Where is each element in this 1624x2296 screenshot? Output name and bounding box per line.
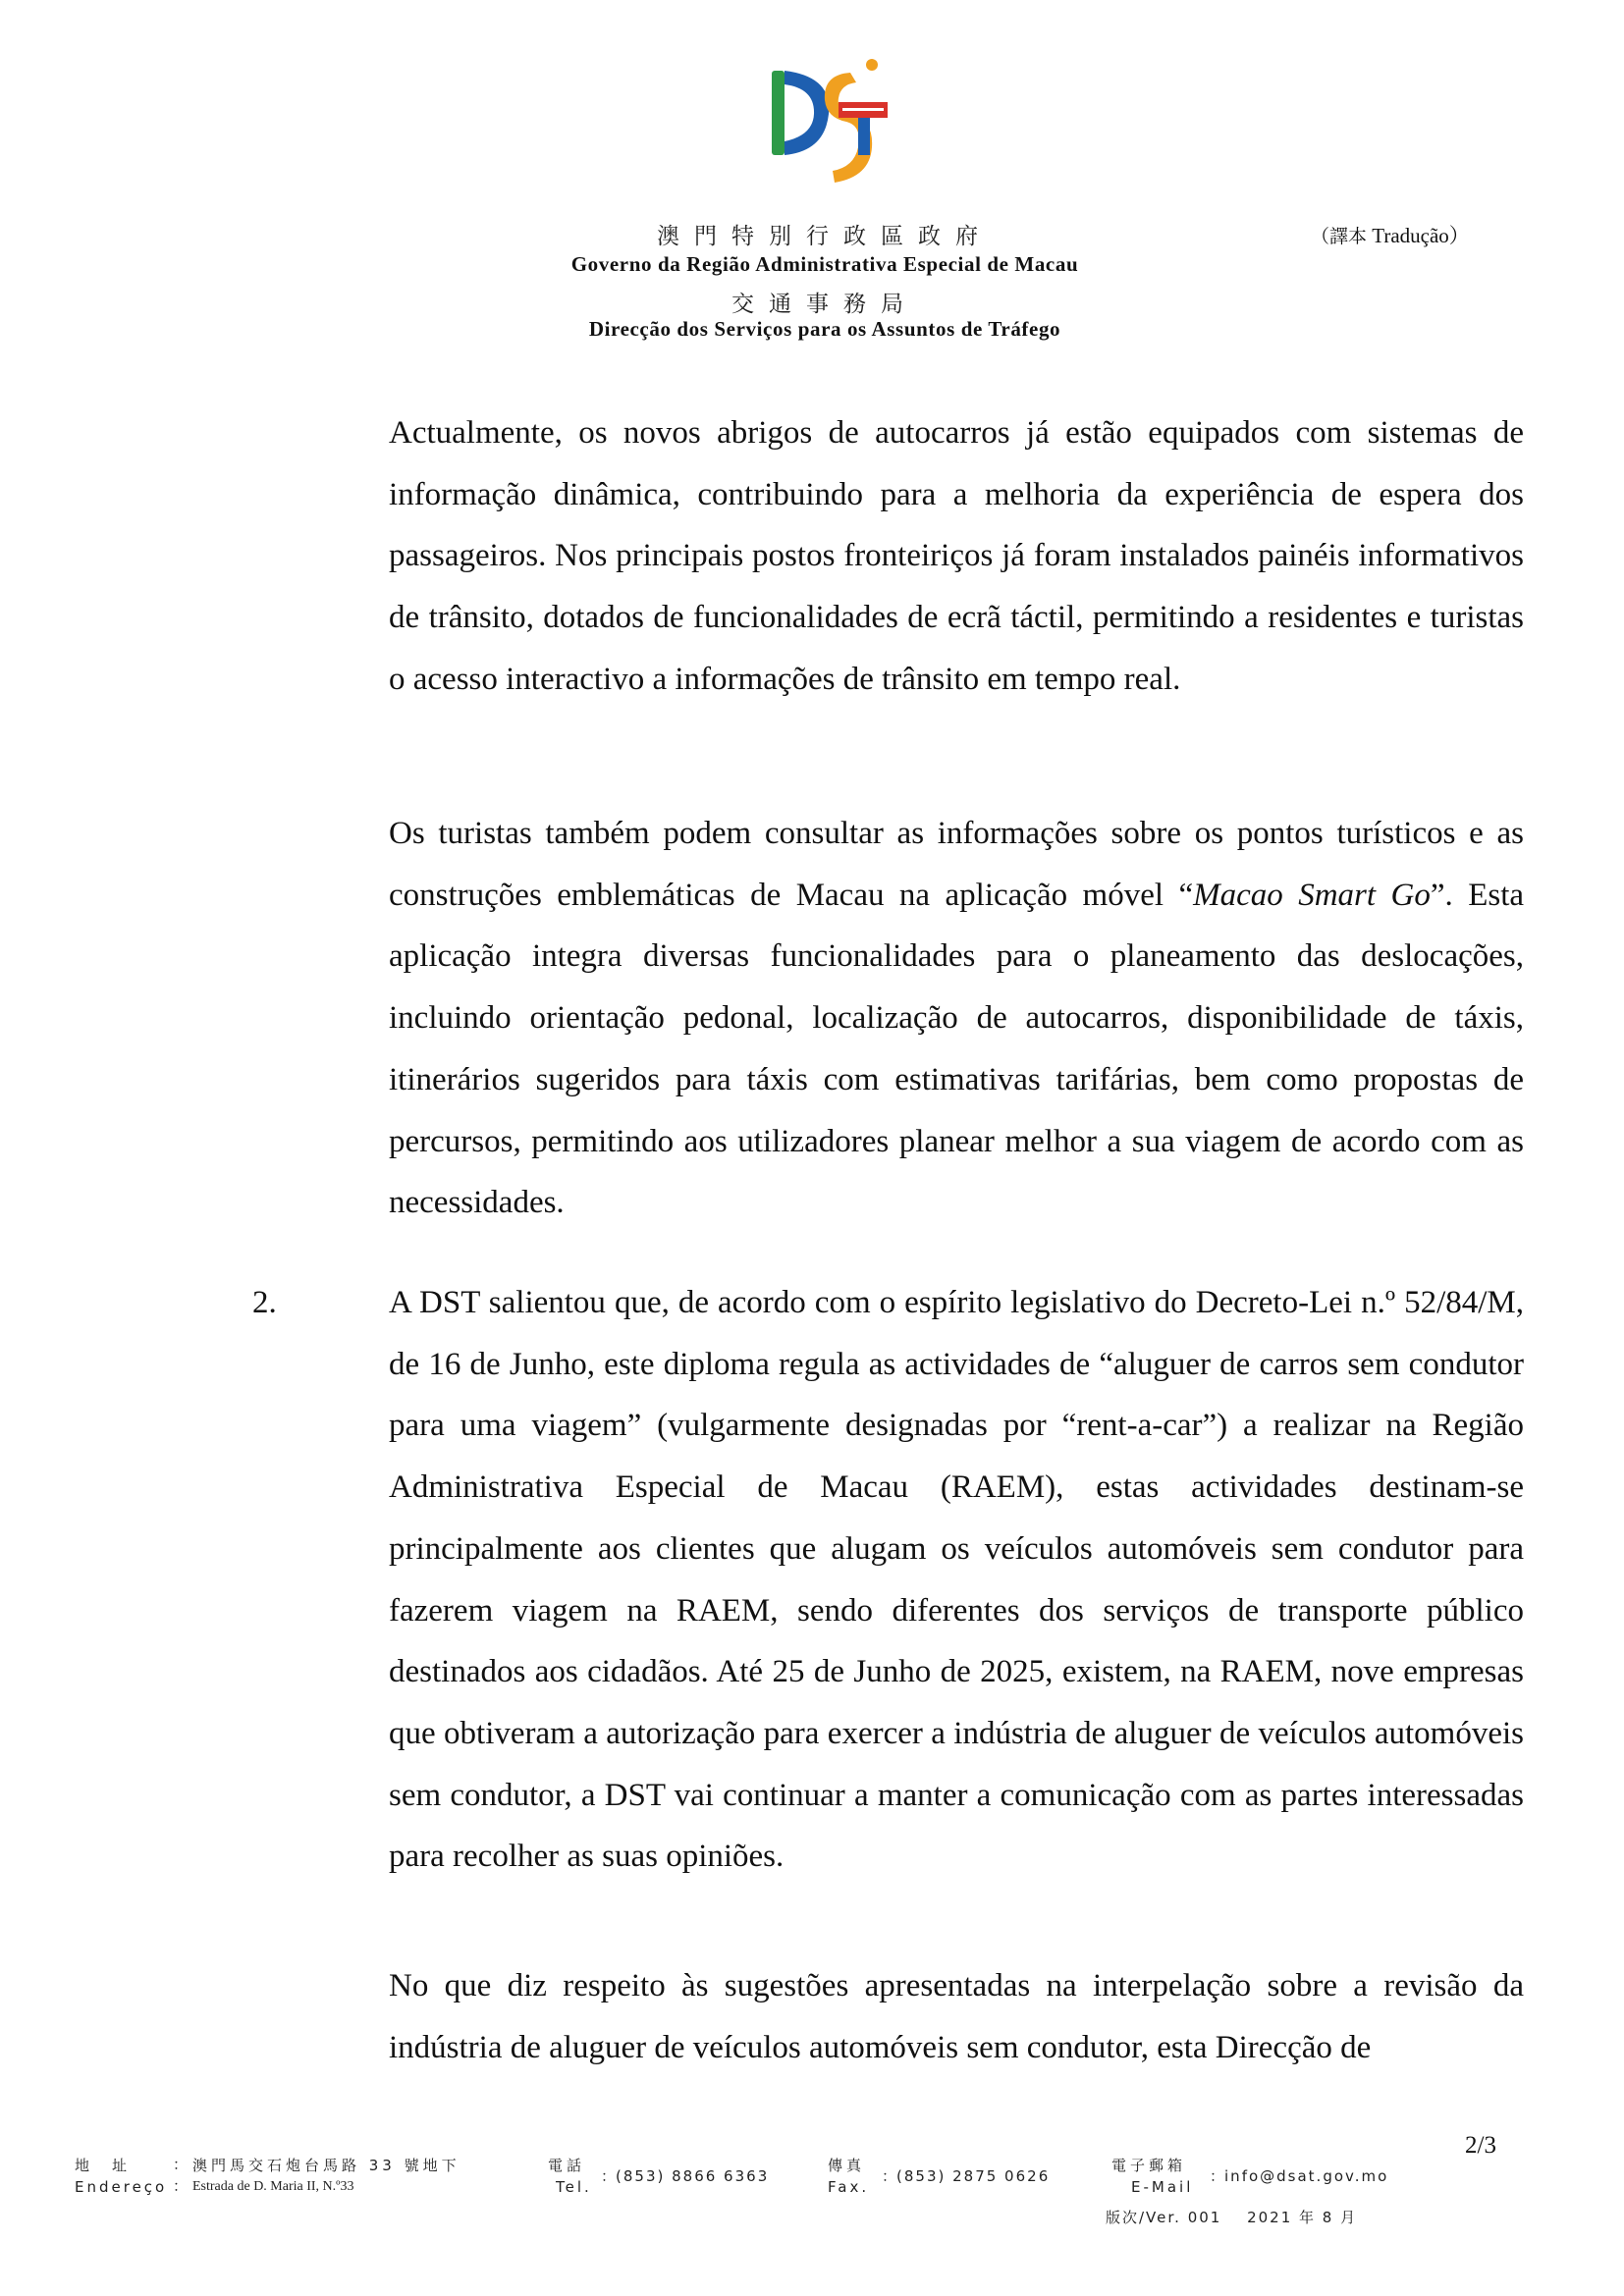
email-address: info@dsat.gov.mo [1224,2167,1389,2185]
paragraph-smart-go-app [389,803,1524,1234]
logo-t-bar-line [842,108,884,111]
fax-label-portuguese: Fax. [828,2178,870,2196]
dsat-logo [768,57,890,185]
government-name-portuguese: Governo da Região Administrativa Especial de Macau [570,252,1079,276]
department-name-portuguese: Direcção dos Serviços para os Assuntos de Tráfego [588,317,1061,341]
item-number: 2. [252,1285,277,1320]
footer-address [192,2155,460,2198]
page-number: 2/3 [1465,2132,1496,2159]
paragraph-rent-a-car [389,1272,1524,1888]
footer-address-label [75,2155,167,2198]
footer-tel-label [548,2155,592,2198]
tel-label-portuguese: Tel. [556,2178,592,2196]
paragraph-text-end: ”. Esta aplicação integra diversas funcionalidades para o planeamento das deslocações, incluindo orientação pedonal, localização de autocarros, disponibilidade de táxis, itinerários sugeridos para táxis com estimativas tarifárias, bem como propostas de percursos, permitindo aos utilizadores planear melhor a sua viagem de acordo com as necessidades. [389,877,1525,1221]
address-portuguese: Estrada de D. Maria II, N.º33 [192,2179,354,2194]
logo-t-stem [858,118,870,155]
logo-dot [866,59,878,71]
translation-label-portuguese: Tradução） [1372,224,1470,247]
email-label-chinese: 電子郵箱 [1111,2157,1187,2174]
address-label-chinese: 地 址 [75,2157,132,2174]
footer-fax: ：(853) 2875 0626 [882,2167,1051,2185]
app-name: Macao Smart Go [1193,877,1431,913]
version-number: 版次/Ver. 001 [1106,2209,1222,2226]
footer-address-colon: ： ： [173,2158,189,2195]
version-date: 2021 年 8 月 [1247,2209,1358,2226]
tel-number: (853) 8866 6363 [616,2167,770,2185]
paragraph-suggestions [389,1955,1524,2078]
address-label-portuguese: Endereço [75,2178,168,2196]
paragraph-bus-shelters [389,402,1524,711]
fax-label-chinese: 傳真 [828,2157,866,2174]
footer-email: ：info@dsat.gov.mo [1210,2167,1389,2185]
footer-fax-label [828,2155,869,2198]
address-chinese: 澳門馬交石炮台馬路 33 號地下 [192,2157,460,2174]
government-name-chinese: 澳門特別行政區政府 [657,224,993,249]
logo-d-stem [772,71,785,155]
fax-number: (853) 2875 0626 [896,2167,1051,2185]
paragraph-text: A DST salientou que, de acordo com o espírito legislativo do Decreto-Lei n.º 52/84/M, de 16 de Junho, este diploma regula as actividades de “aluguer de carros sem condutor para uma viagem” (vulgarmente designadas por “rent-a-car”) a realizar na Região Administrativa Especial de Macau (RAEM), estas actividades destinam-se principalmente aos clientes que alugam os veículos automóveis sem condutor para fazerem viagem na RAEM, sendo diferentes dos serviços de transporte público destinados aos cidadãos. Até 25 de Junho de 2025, existem, na RAEM, nove empresas que obtiveram a autorização para exercer a indústria de aluguer de veículos automóveis sem condutor, a DST vai continuar a manter a comunicação com as partes interessadas para recolher as suas opiniões. [389,1285,1524,1875]
department-name-chinese: 交通事務局 [731,292,918,317]
paragraph-text: Actualmente, os novos abrigos de autocarros já estão equipados com sistemas de informação dinâmica, contribuindo para a melhoria da experiência de espera dos passageiros. Nos principais postos fronteiriços já foram instalados painéis informativos de trânsito, dotados de funcionalidades de ecrã táctil, permitindo a residentes e turistas o acesso interactivo a informações de trânsito em tempo real. [389,415,1524,697]
footer-tel: ：(853) 8866 6363 [601,2167,770,2185]
paragraph-text-start: Os turistas também podem consultar as informações sobre os pontos turísticos e as construções emblemáticas de Macau na aplicação móvel “ [389,816,1524,913]
paragraph-text: No que diz respeito às sugestões apresentadas na interpelação sobre a revisão da indústria de aluguer de veículos automóveis sem condutor, esta Direcção de [389,1968,1524,2065]
translation-label [1311,220,1470,249]
paragraph-text [389,803,1524,1234]
email-label-portuguese: E-Mail [1131,2178,1194,2196]
footer-email-label [1111,2155,1193,2198]
tel-label-chinese: 電話 [548,2157,586,2174]
translation-label-chinese: （譯本 [1311,226,1368,247]
logo-d-bowl [785,71,829,155]
footer-version [1106,2207,1357,2229]
